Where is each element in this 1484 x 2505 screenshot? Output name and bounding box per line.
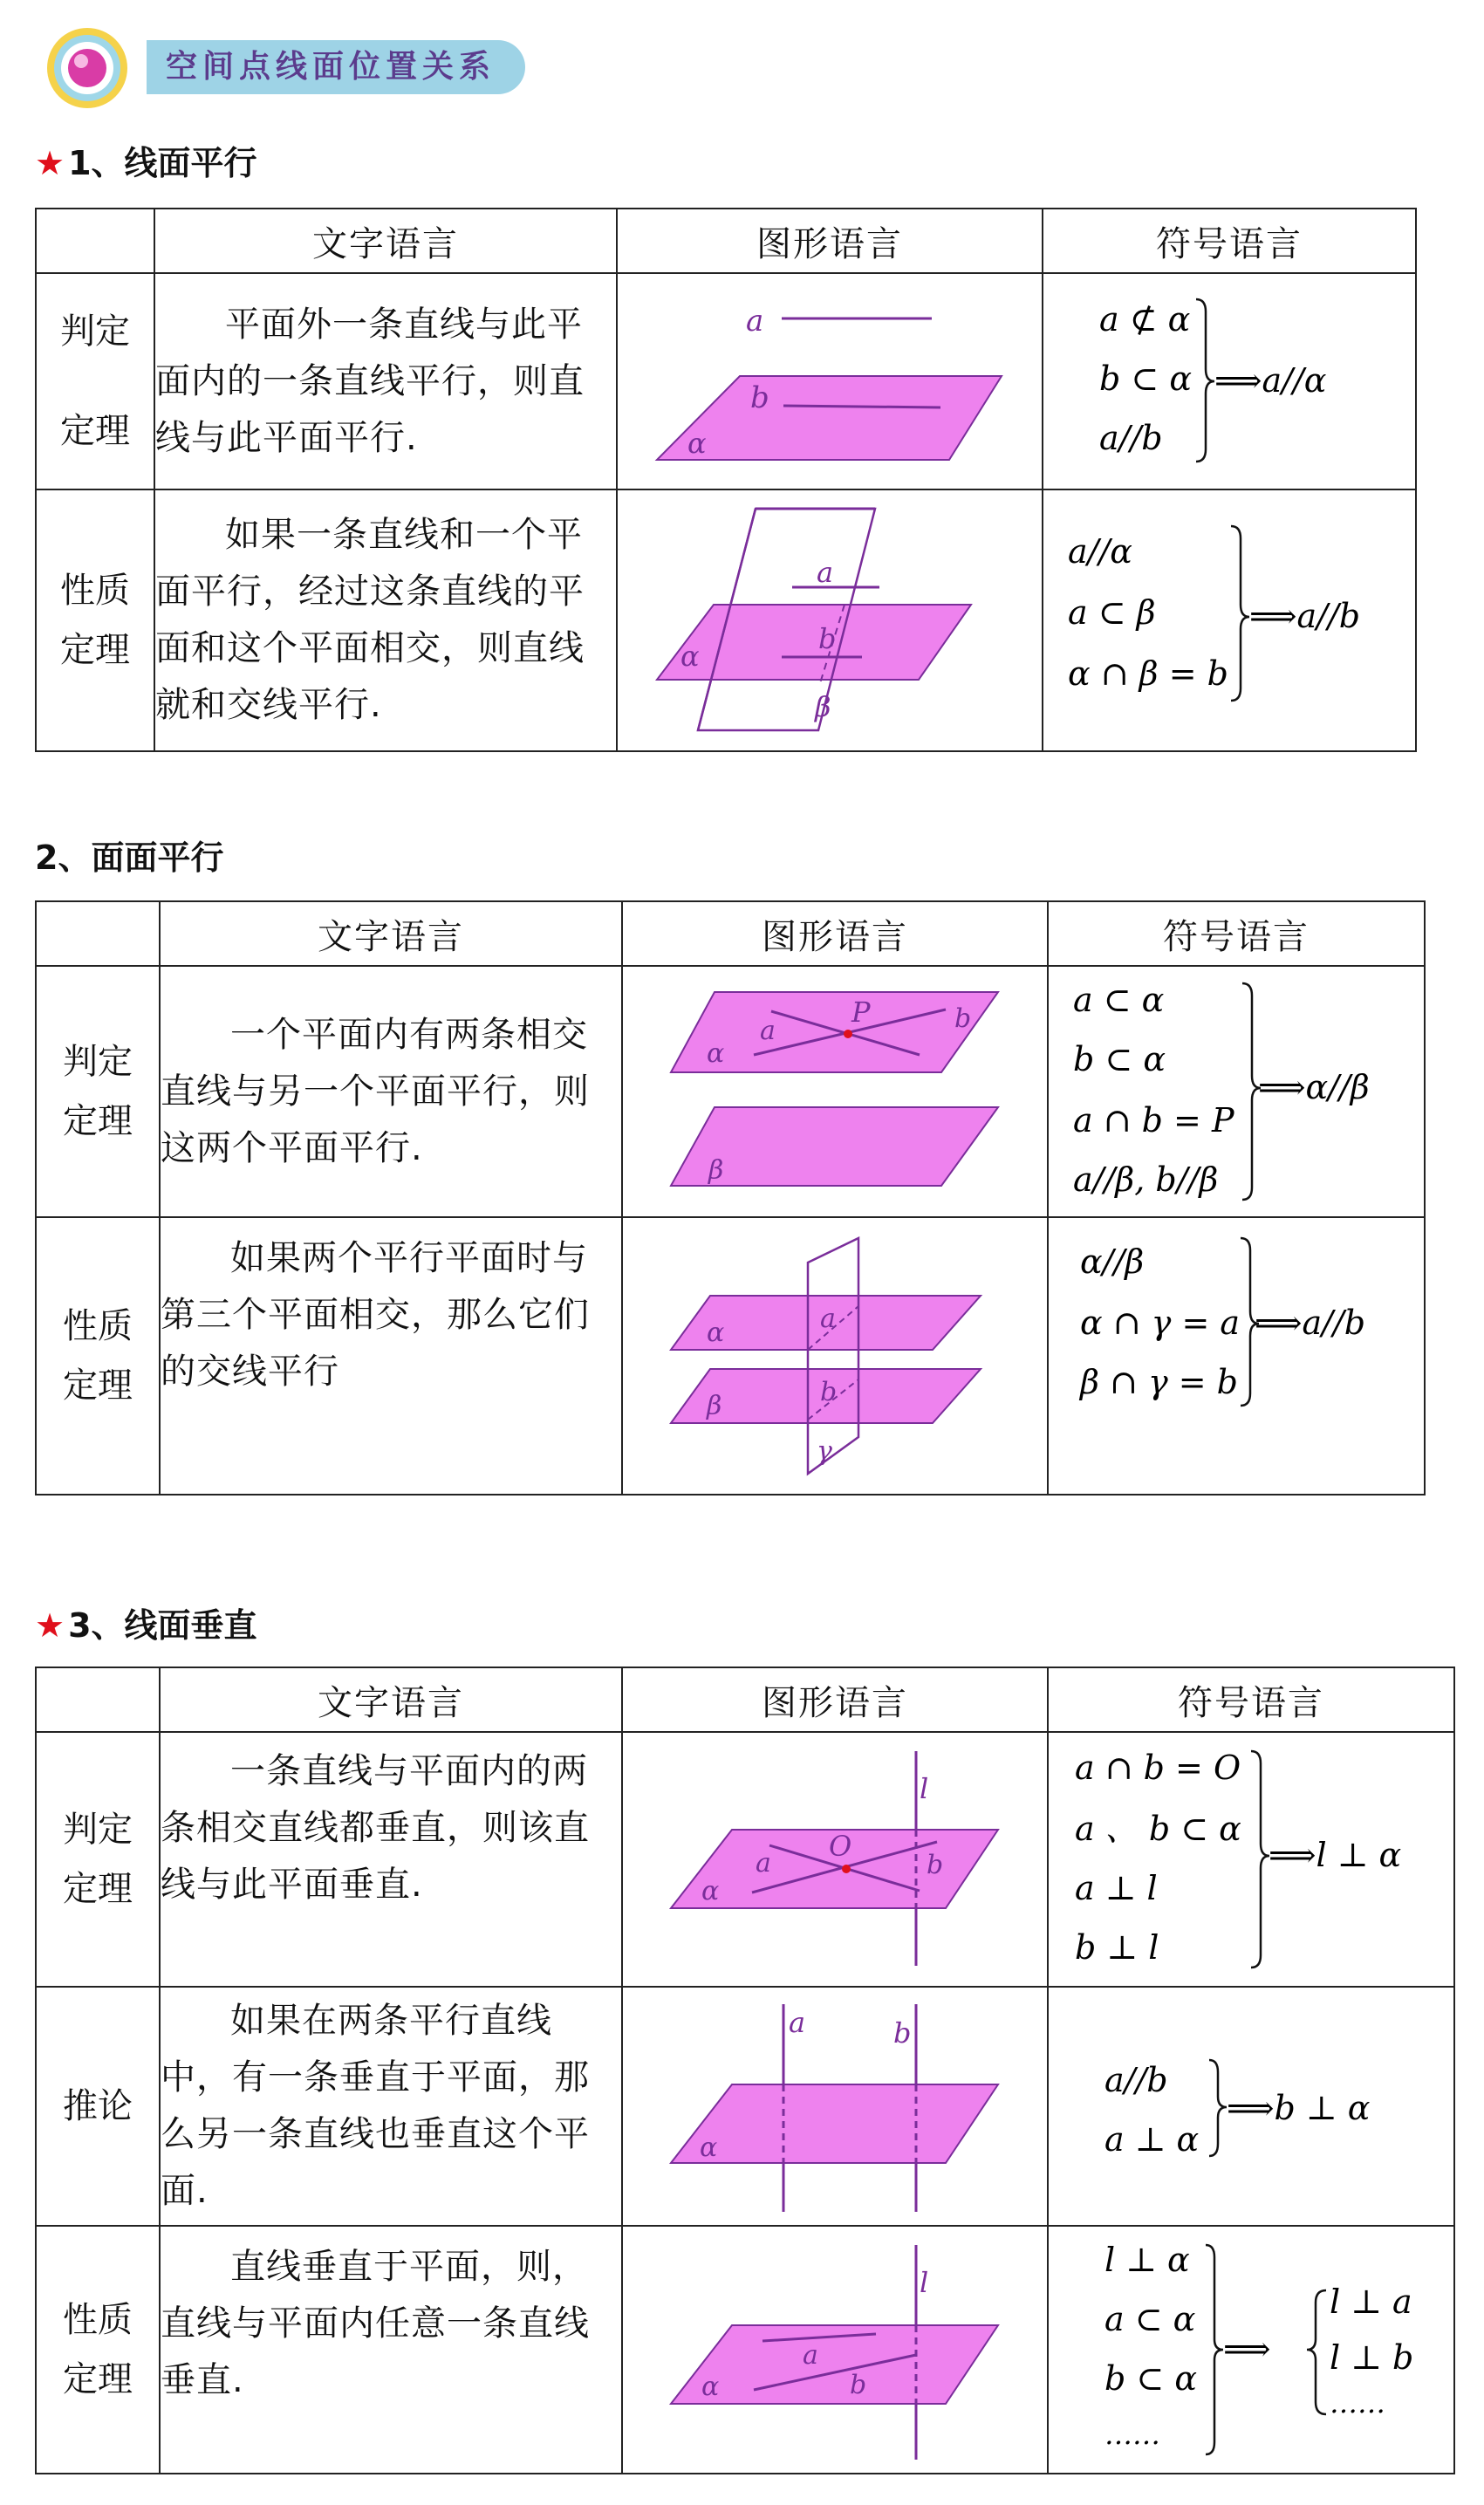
row-figure [622,1217,1048,1495]
row-symbol [1048,2226,1454,2474]
label-alpha: α [687,427,707,460]
table-row [36,1732,1454,1987]
label-beta: β [815,690,831,723]
label-l: l [920,2266,929,2299]
svg-text:b ⊂ α: b ⊂ α [1073,1040,1166,1078]
row-figure [622,2226,1048,2474]
svg-text:a ∩ b = O: a ∩ b = O [1075,1749,1241,1787]
row-label: 性质 定理 [36,489,154,751]
section-2-table [35,900,1426,1495]
svg-text:l ⊥ a: l ⊥ a [1330,2283,1412,2321]
svg-text:⟹l ⊥ α: ⟹l ⊥ α [1269,1836,1402,1874]
svg-text:a ⊂ β: a ⊂ β [1068,593,1156,632]
brace-left-icon [1307,2290,1326,2414]
row-text: 如果一条直线和一个平面平行，经过这条直线的平面和这个平面相交，则直线就和交线平行. [154,489,617,751]
svg-text:⟹: ⟹ [1223,2330,1271,2368]
row-figure [617,489,1043,751]
col-header-text: 文字语言 [160,1667,622,1732]
svg-text:b ⊥ l: b ⊥ l [1075,1928,1159,1967]
table-row [36,966,1425,1217]
row-text: 一条直线与平面内的两条相交直线都垂直，则该直线与此平面垂直. [160,1732,622,1987]
svg-text:⟹a//b: ⟹a//b [1249,597,1361,635]
label-O: O [829,1830,852,1863]
label-a: a [817,556,834,589]
section-3-title: ★ 3、线面垂直 [35,1606,257,1645]
col-header-text: 文字语言 [160,901,622,966]
row-text: 如果在两条平行直线中，有一条垂直于平面，那么另一条直线也垂直这个平面. [160,1987,622,2226]
point-P [844,1030,852,1038]
section-1-table [35,208,1417,752]
line-plane-perp-figure [623,1734,1049,1985]
symbol-block [1049,968,1426,1215]
label-alpha: α [707,1038,725,1069]
svg-text:a//α: a//α [1068,532,1132,571]
brace-icon [1231,526,1249,701]
row-label: 性质 定理 [36,2226,160,2474]
point-O [842,1865,851,1873]
svg-text:⟹α//β: ⟹α//β [1258,1068,1370,1106]
svg-text:a ⊄ α: a ⊄ α [1099,300,1191,339]
label-b: b [927,1850,944,1880]
row-label: 性质 定理 [36,1217,160,1495]
table-header-row [36,901,1425,966]
svg-text:⟹b ⊥ α: ⟹b ⊥ α [1227,2089,1371,2127]
svg-text:a//b: a//b [1099,419,1163,457]
star-icon: ★ [35,144,65,182]
row-label: 判定 定理 [36,1732,160,1987]
svg-text:……: …… [1104,2418,1160,2451]
svg-text:a ⊥ l: a ⊥ l [1075,1869,1158,1907]
line-b [783,406,940,407]
svg-text:a ⊥ α: a ⊥ α [1104,2120,1200,2159]
label-alpha: α [701,2372,720,2402]
table-row [36,2226,1454,2474]
brace-icon [1209,2060,1227,2156]
svg-text:a//b: a//b [1104,2061,1168,2099]
star-icon: ★ [35,1606,65,1645]
row-symbol [1048,1217,1425,1495]
row-text: 平面外一条直线与此平面内的一条直线平行，则直线与此平面平行. [154,273,617,489]
section-2-title: 2、面面平行 [35,838,224,877]
col-header-figure: 图形语言 [617,209,1043,273]
label-b: b [954,1003,972,1034]
table-row [36,1217,1425,1495]
plane-alpha [657,376,1002,460]
row-figure [617,273,1043,489]
parallel-lines-perp-figure [623,1988,1049,2224]
svg-text:a ⊂ α: a ⊂ α [1073,981,1165,1019]
symbol-block [1043,275,1417,488]
label-b: b [893,2016,912,2050]
svg-text:a ⊂ α: a ⊂ α [1104,2300,1196,2338]
col-header-symbol: 符号语言 [1048,901,1425,966]
row-text: 一个平面内有两条相交直线与另一个平面平行，则这两个平面平行. [160,966,622,1217]
label-alpha: α [680,640,700,673]
page-title: 空间点线面位置关系 [147,40,525,94]
table-row [36,273,1416,489]
symbol-block [1049,1734,1455,1985]
svg-text:α ∩ β = b: α ∩ β = b [1068,654,1228,693]
svg-text:α//β: α//β [1080,1242,1145,1281]
label-a: a [760,1016,776,1046]
svg-text:⟹a//b: ⟹a//b [1255,1304,1366,1342]
col-header-text: 文字语言 [154,209,617,273]
label-a: a [789,2006,806,2039]
header-logo-icon [44,24,131,112]
perp-property-figure [623,2228,1049,2472]
row-symbol [1043,489,1416,751]
label-a: a [756,1848,771,1879]
label-b: b [820,1377,838,1407]
label-alpha: α [707,1318,725,1348]
label-b: b [850,2370,867,2400]
label-a: a [820,1304,836,1334]
table-row [36,1987,1454,2226]
label-b: b [818,622,837,655]
symbol-block [1049,2228,1455,2472]
svg-text:a ∩ b = P: a ∩ b = P [1073,1101,1234,1140]
row-figure [622,1732,1048,1987]
row-label: 推论 [36,1987,160,2226]
svg-text:……: …… [1330,2386,1385,2419]
svg-text:b ⊂ α: b ⊂ α [1104,2359,1197,2398]
svg-text:b ⊂ α: b ⊂ α [1099,359,1192,398]
plane-plane-parallel-figure [623,968,1049,1215]
label-alpha: α [700,2132,718,2163]
symbol-block [1043,491,1417,749]
label-P: P [851,996,871,1029]
symbol-block [1049,1988,1455,2224]
svg-text:α ∩ γ = a: α ∩ γ = a [1080,1304,1241,1342]
label-beta: β [708,1155,724,1186]
col-header-figure: 图形语言 [622,901,1048,966]
col-header-symbol: 符号语言 [1043,209,1416,273]
svg-text:a//β, b//β: a//β, b//β [1073,1160,1219,1199]
row-text: 如果两个平行平面时与第三个平面相交，那么它们的交线平行 [160,1217,622,1495]
row-figure [622,1987,1048,2226]
section-3-table [35,1667,1455,2474]
plane-alpha [657,605,971,680]
svg-text:β ∩ γ = b: β ∩ γ = b [1080,1363,1239,1401]
brace-icon [1251,1751,1269,1968]
line-plane-parallel-figure [618,275,1043,488]
label-alpha: α [701,1876,720,1906]
row-text: 直线垂直于平面，则，直线与平面内任意一条直线垂直. [160,2226,622,2474]
row-label: 判定 定理 [36,273,154,489]
row-figure [622,966,1048,1217]
svg-text:a 、 b ⊂ α: a 、 b ⊂ α [1075,1810,1241,1848]
section-1-title: ★ 1、线面平行 [35,144,257,182]
plane-gamma [808,1238,858,1474]
label-gamma: γ [817,1436,832,1467]
plane-alpha [671,2084,998,2163]
table-header-row [36,1667,1454,1732]
col-header-symbol: 符号语言 [1048,1667,1454,1732]
row-symbol [1043,273,1416,489]
label-a: a [746,304,764,339]
table-row [36,489,1416,751]
symbol-block [1049,1219,1426,1493]
col-header-figure: 图形语言 [622,1667,1048,1732]
plane-plane-property-figure [623,1219,1049,1493]
svg-text:⟹a//α: ⟹a//α [1214,361,1327,400]
label-a: a [803,2340,818,2371]
label-l: l [920,1772,929,1805]
row-label: 判定 定理 [36,966,160,1217]
table-header-row [36,209,1416,273]
brace-icon [1196,299,1214,462]
brace-icon [1206,2245,1223,2454]
row-symbol [1048,1987,1454,2226]
row-symbol [1048,1732,1454,1987]
row-symbol [1048,966,1425,1217]
svg-text:l ⊥ α: l ⊥ α [1104,2241,1190,2279]
line-plane-property-figure [618,491,1043,749]
svg-text:l ⊥ b: l ⊥ b [1330,2338,1414,2377]
label-b: b [750,380,769,415]
label-beta: β [707,1391,722,1421]
